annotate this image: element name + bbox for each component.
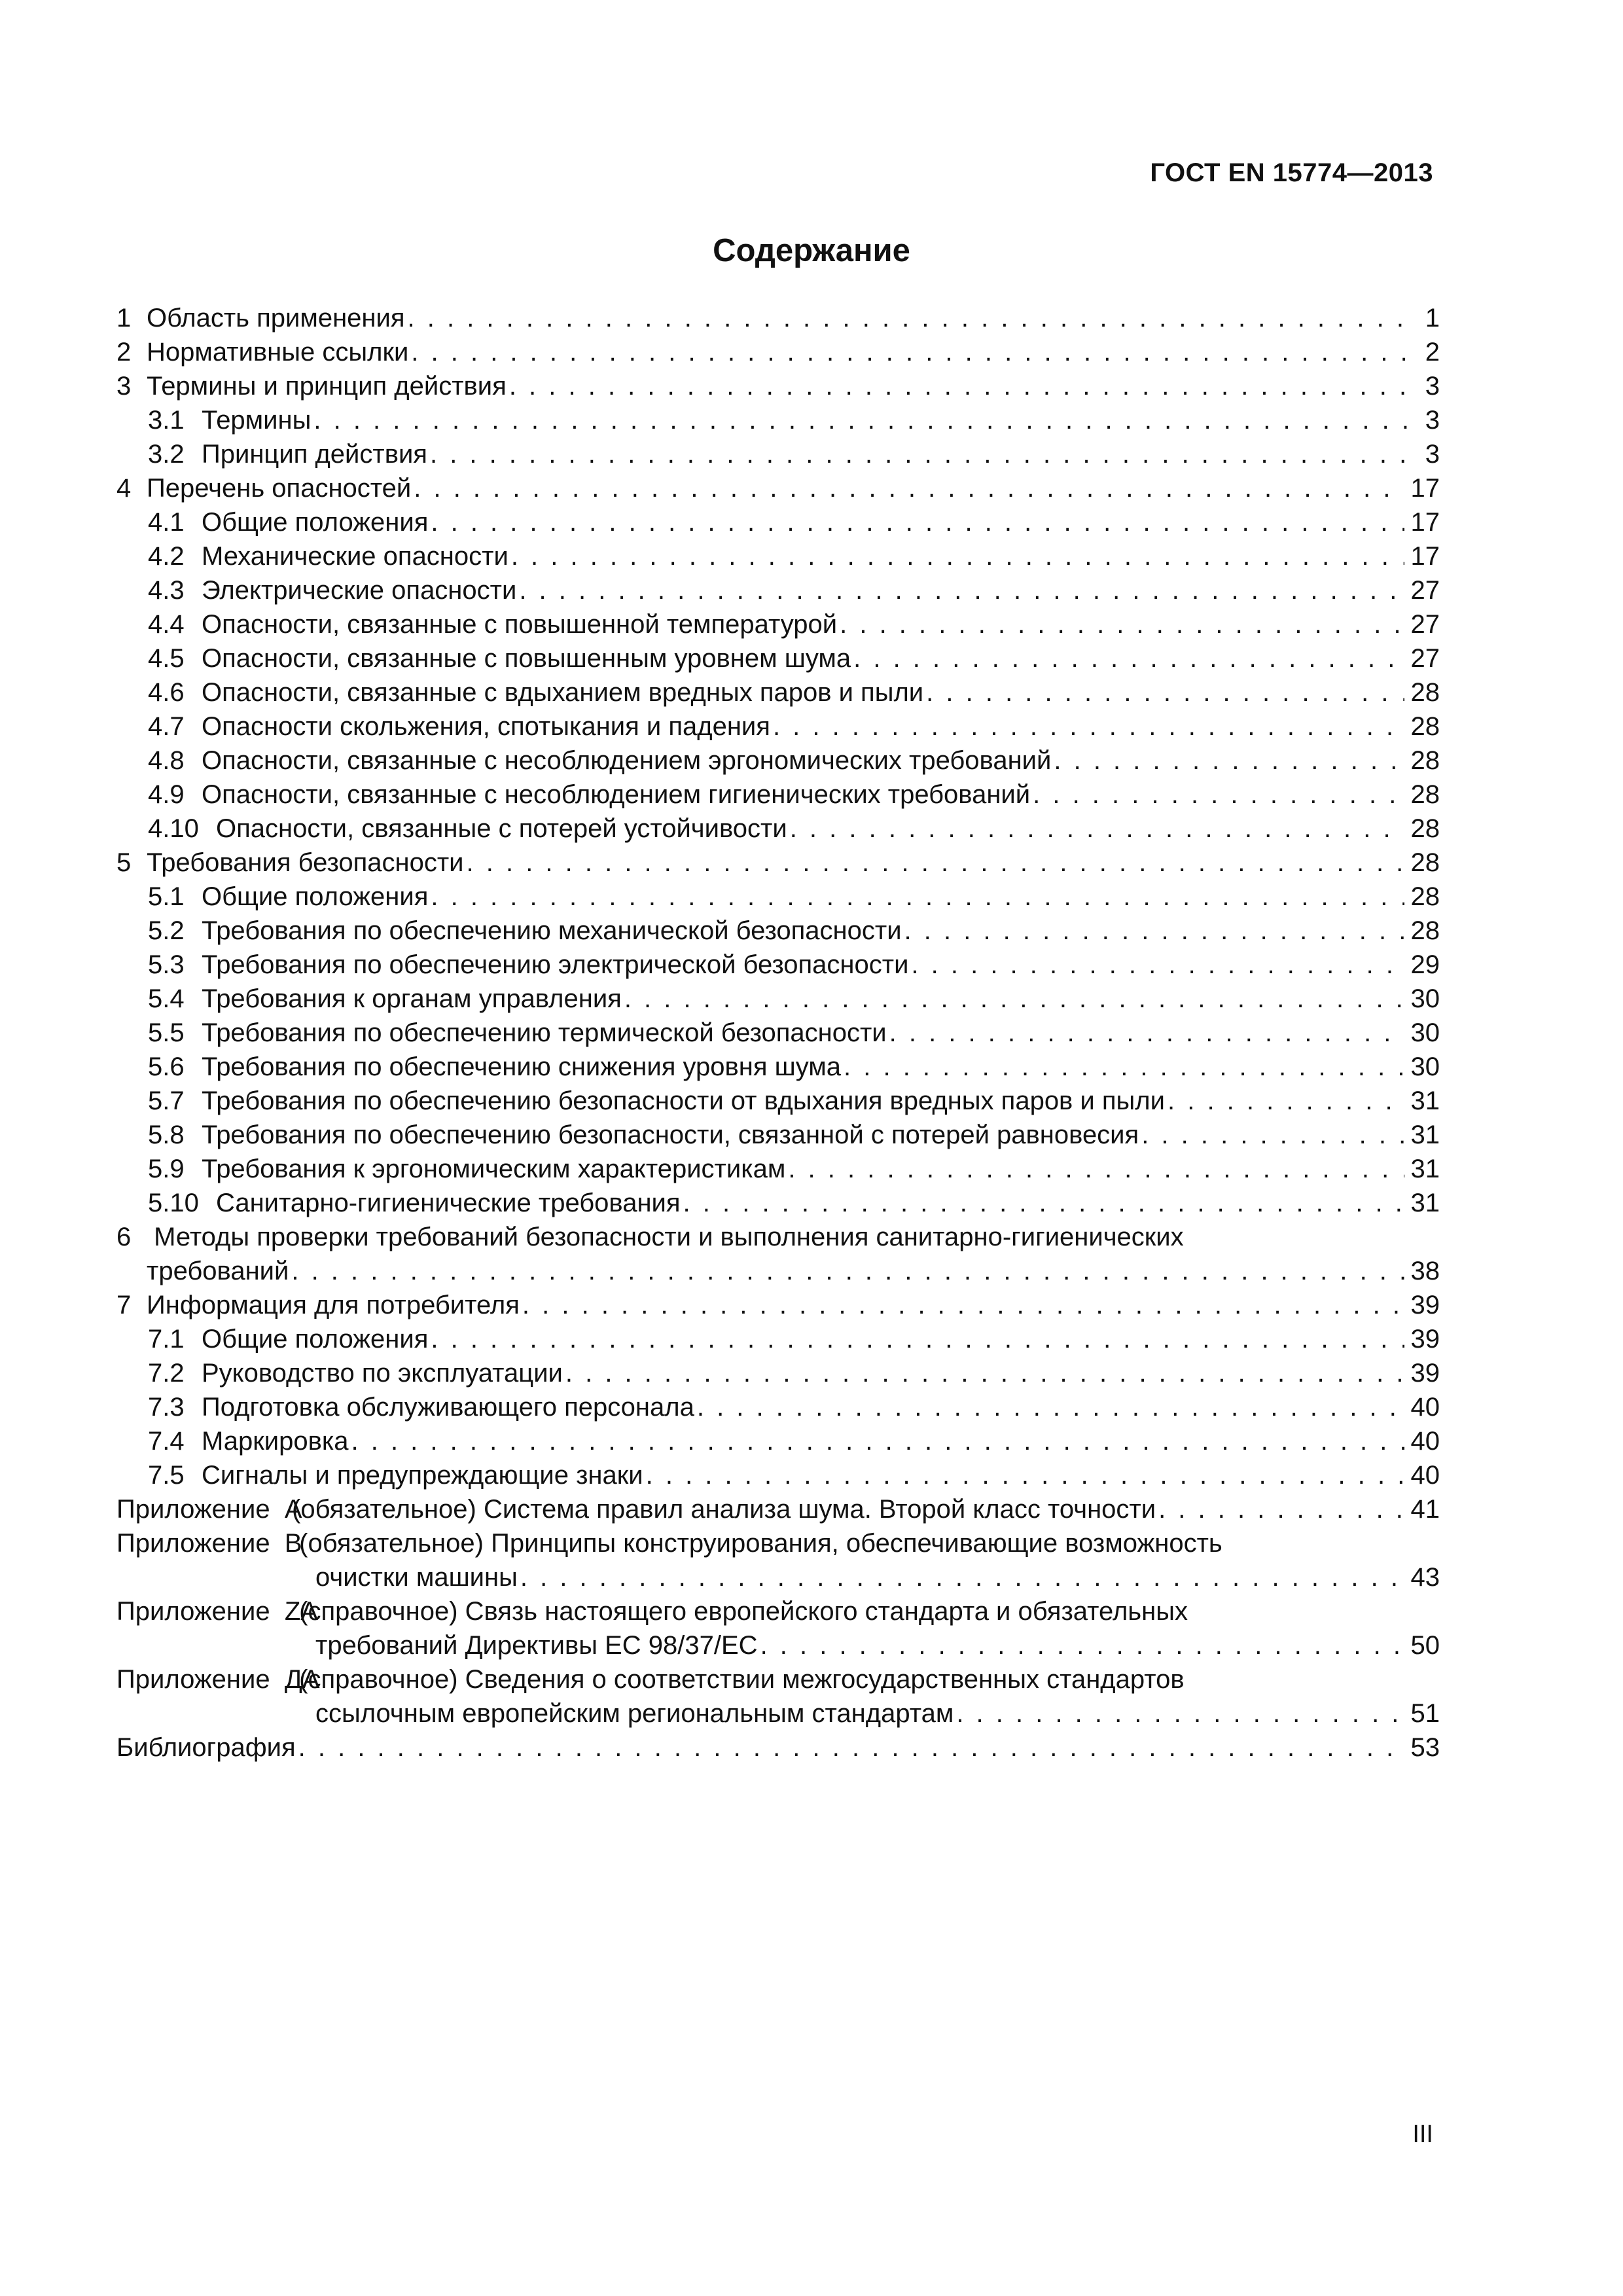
toc-subentry[interactable] bbox=[116, 880, 1440, 914]
toc-subentry[interactable] bbox=[116, 1186, 1440, 1220]
toc-entry-number: 4.6 bbox=[148, 678, 185, 707]
toc-leader bbox=[1141, 1118, 1404, 1152]
toc-leader bbox=[840, 607, 1404, 641]
toc-leader bbox=[511, 539, 1404, 573]
toc-entry-number: 4.8 bbox=[148, 746, 185, 775]
toc-entry[interactable] bbox=[116, 471, 1440, 505]
toc-subentry[interactable] bbox=[116, 607, 1440, 641]
toc-entry-number: 4.9 bbox=[148, 780, 185, 809]
toc-entry-number: 5.3 bbox=[148, 950, 185, 979]
toc-leader bbox=[683, 1186, 1404, 1220]
toc-subentry[interactable] bbox=[116, 1050, 1440, 1084]
page-title: Содержание bbox=[713, 233, 910, 268]
toc-entry-title: Термины bbox=[202, 406, 312, 435]
toc-leader bbox=[697, 1390, 1404, 1424]
toc-entry-page: 28 bbox=[1410, 916, 1440, 945]
toc-leader bbox=[1033, 778, 1404, 812]
toc-entry-page: 40 bbox=[1410, 1393, 1440, 1422]
toc-subentry[interactable] bbox=[116, 1424, 1440, 1458]
toc-entry-title: Общие положения bbox=[202, 1325, 429, 1354]
toc-leader bbox=[520, 1560, 1404, 1594]
toc-entry-title: (обязательное) Система правил анализа шума. Второй класс точности bbox=[292, 1495, 1156, 1524]
toc-entry-title: Маркировка bbox=[202, 1427, 349, 1456]
toc-subentry[interactable] bbox=[116, 1084, 1440, 1118]
toc-entry-page: 28 bbox=[1410, 746, 1440, 775]
toc-entry-page: 53 bbox=[1410, 1733, 1440, 1762]
toc-entry-number: 4.5 bbox=[148, 644, 185, 673]
toc-entry-number: 3.1 bbox=[148, 406, 185, 435]
toc-entry-number: 4.2 bbox=[148, 542, 185, 571]
toc-entry-title: Сигналы и предупреждающие знаки bbox=[202, 1461, 643, 1490]
toc-entry-title: Опасности, связанные с повышенной температурой bbox=[202, 610, 838, 639]
toc-entry-title: Механические опасности bbox=[202, 542, 508, 571]
toc-leader bbox=[1158, 1492, 1404, 1526]
toc-entry-title: Термины и принцип действия bbox=[147, 372, 507, 401]
toc-entry-number: 4 bbox=[116, 474, 132, 503]
toc-entry-title: Область применения bbox=[147, 304, 405, 332]
toc-subentry[interactable] bbox=[116, 812, 1440, 846]
toc-entry-page: 28 bbox=[1410, 712, 1440, 741]
toc-subentry[interactable] bbox=[116, 1390, 1440, 1424]
toc-subentry[interactable] bbox=[116, 744, 1440, 778]
toc-entry-page: 28 bbox=[1410, 882, 1440, 911]
toc-leader bbox=[844, 1050, 1404, 1084]
toc-leader bbox=[467, 846, 1404, 880]
toc-leader bbox=[509, 369, 1414, 403]
toc-entry-page: 27 bbox=[1410, 644, 1440, 673]
toc-leader bbox=[904, 914, 1404, 948]
toc-entry-page: 3 bbox=[1425, 406, 1440, 435]
toc-entry-title: Требования безопасности bbox=[147, 848, 464, 877]
toc-entry-page: 50 bbox=[1410, 1631, 1440, 1660]
toc-entry-number: 2 bbox=[116, 338, 132, 367]
toc-entry-title: Принцип действия bbox=[202, 440, 427, 469]
toc-entry[interactable] bbox=[116, 301, 1440, 335]
toc-entry-title: Требования по обеспечению электрической безопасности bbox=[202, 950, 909, 979]
toc-entry-page: 31 bbox=[1410, 1086, 1440, 1115]
toc-entry-title: Опасности, связанные с несоблюдением эргономических требований bbox=[202, 746, 1052, 775]
toc-leader bbox=[773, 709, 1404, 744]
toc-entry-title: Опасности, связанные с вдыханием вредных паров и пыли bbox=[202, 678, 924, 707]
toc-entry-page: 30 bbox=[1410, 1052, 1440, 1081]
toc-entry-number: 7.3 bbox=[148, 1393, 185, 1422]
toc-leader bbox=[956, 1696, 1404, 1731]
toc-subentry[interactable] bbox=[116, 1322, 1440, 1356]
toc-entry-number: 4.10 bbox=[148, 814, 199, 843]
toc-entry-page: 27 bbox=[1410, 610, 1440, 639]
toc-entry[interactable] bbox=[116, 846, 1440, 880]
toc-subentry[interactable] bbox=[116, 539, 1440, 573]
toc-leader bbox=[298, 1731, 1404, 1765]
toc-entry-page: 31 bbox=[1410, 1121, 1440, 1149]
toc-entry-title: (справочное) Связь настоящего европейского стандарта и обязательных bbox=[299, 1597, 1188, 1626]
toc-entry-number: 5.7 bbox=[148, 1086, 185, 1115]
toc-entry-title: Санитарно-гигиенические требования bbox=[216, 1189, 681, 1217]
toc-entry-number: 1 bbox=[116, 304, 132, 332]
toc-entry-number: 7 bbox=[116, 1291, 132, 1319]
toc-leader bbox=[431, 505, 1404, 539]
toc-leader bbox=[431, 880, 1404, 914]
toc-leader bbox=[760, 1628, 1404, 1662]
toc-subentry[interactable] bbox=[116, 573, 1440, 607]
toc-entry-number: 5.9 bbox=[148, 1155, 185, 1183]
toc-entry-title: Опасности скольжения, спотыкания и падения bbox=[202, 712, 770, 741]
toc-entry-number: 7.5 bbox=[148, 1461, 185, 1490]
toc-entry-title: Нормативные ссылки bbox=[147, 338, 409, 367]
toc-entry-page: 28 bbox=[1410, 678, 1440, 707]
toc-entry-number: 7.2 bbox=[148, 1359, 185, 1388]
toc-appendix-entry[interactable] bbox=[116, 1492, 1440, 1526]
toc-subentry[interactable] bbox=[116, 641, 1440, 675]
toc-entry-page: 39 bbox=[1410, 1291, 1440, 1319]
toc-bibliography-entry[interactable] bbox=[116, 1731, 1440, 1765]
toc-leader bbox=[624, 982, 1404, 1016]
toc-subentry[interactable] bbox=[116, 1152, 1440, 1186]
toc-entry-title-continuation: требований Директивы ЕС 98/37/ЕС bbox=[315, 1631, 758, 1660]
toc-entry-title: Общие положения bbox=[202, 508, 429, 537]
toc-subentry[interactable] bbox=[116, 709, 1440, 744]
toc-appendix-entry[interactable] bbox=[116, 1594, 1440, 1662]
toc-entry-number: 5 bbox=[116, 848, 132, 877]
toc-leader bbox=[911, 948, 1404, 982]
toc-appendix-label: Приложение А bbox=[116, 1495, 302, 1524]
toc-subentry[interactable] bbox=[116, 675, 1440, 709]
toc-entry-page: 28 bbox=[1410, 848, 1440, 877]
toc-entry-page: 51 bbox=[1410, 1699, 1440, 1728]
toc-entry-title: Информация для потребителя bbox=[147, 1291, 520, 1319]
toc-entry-title-continuation: очистки машины bbox=[315, 1563, 518, 1592]
toc-appendix-label: Приложение В bbox=[116, 1529, 302, 1558]
toc-leader bbox=[313, 403, 1414, 437]
toc-entry-title: Требования по обеспечению безопасности, связанной с потерей равновесия bbox=[202, 1121, 1139, 1149]
toc-leader bbox=[291, 1254, 1404, 1288]
toc-entry-page: 38 bbox=[1410, 1257, 1440, 1285]
toc-subentry[interactable] bbox=[116, 914, 1440, 948]
toc-subentry[interactable] bbox=[116, 437, 1440, 471]
toc-entry-page: 3 bbox=[1425, 440, 1440, 469]
toc-entry-page: 2 bbox=[1425, 338, 1440, 367]
toc-entry-page: 30 bbox=[1410, 1018, 1440, 1047]
toc-leader bbox=[411, 335, 1414, 369]
toc-entry-title: Подготовка обслуживающего персонала bbox=[202, 1393, 694, 1422]
toc-leader bbox=[1054, 744, 1404, 778]
toc-entry-number: 3.2 bbox=[148, 440, 185, 469]
toc-leader bbox=[522, 1288, 1404, 1322]
toc-leader bbox=[430, 437, 1414, 471]
toc-entry-title: Методы проверки требований безопасности и выполнения санитарно-гигиенических bbox=[154, 1223, 1184, 1251]
toc-entry-page: 28 bbox=[1410, 814, 1440, 843]
toc-entry-number: 7.1 bbox=[148, 1325, 185, 1354]
toc-subentry[interactable] bbox=[116, 505, 1440, 539]
toc-leader bbox=[414, 471, 1404, 505]
toc-entry-page: 28 bbox=[1410, 780, 1440, 809]
toc-entry-title: Требования по обеспечению безопасности от вдыхания вредных паров и пыли bbox=[202, 1086, 1165, 1115]
toc-leader bbox=[408, 301, 1414, 335]
toc-entry-number: 7.4 bbox=[148, 1427, 185, 1456]
toc-entry[interactable] bbox=[116, 1220, 1440, 1288]
toc-entry-number: 4.7 bbox=[148, 712, 185, 741]
toc-leader bbox=[889, 1016, 1404, 1050]
toc-leader bbox=[519, 573, 1404, 607]
toc-entry-number: 4.3 bbox=[148, 576, 185, 605]
toc-entry[interactable] bbox=[116, 335, 1440, 369]
toc-subentry[interactable] bbox=[116, 778, 1440, 812]
toc-entry-page: 30 bbox=[1410, 984, 1440, 1013]
page-number: III bbox=[1412, 2121, 1433, 2148]
toc-entry-title: Требования к органам управления bbox=[202, 984, 622, 1013]
toc-entry-page: 31 bbox=[1410, 1155, 1440, 1183]
toc-entry-title: (обязательное) Принципы конструирования, обеспечивающие возможность bbox=[299, 1529, 1222, 1558]
toc-entry-title: Перечень опасностей bbox=[147, 474, 412, 503]
toc-entry-page: 27 bbox=[1410, 576, 1440, 605]
toc-entry-number: 5.8 bbox=[148, 1121, 185, 1149]
toc-entry[interactable] bbox=[116, 369, 1440, 403]
toc-entry[interactable] bbox=[116, 1288, 1440, 1322]
toc-entry-page: 31 bbox=[1410, 1189, 1440, 1217]
toc-entry-number: 5.10 bbox=[148, 1189, 199, 1217]
toc-entry-title: Требования по обеспечению термической безопасности bbox=[202, 1018, 887, 1047]
toc-entry-title: Библиография bbox=[116, 1733, 296, 1762]
toc-leader bbox=[431, 1322, 1404, 1356]
toc-leader bbox=[788, 1152, 1404, 1186]
toc-entry-page: 1 bbox=[1425, 304, 1440, 332]
toc-entry-title: Требования к эргономическим характеристикам bbox=[202, 1155, 786, 1183]
toc-entry-title: Опасности, связанные с потерей устойчивости bbox=[216, 814, 787, 843]
toc-entry-title-continuation: требований bbox=[147, 1257, 289, 1285]
toc-entry-number: 5.4 bbox=[148, 984, 185, 1013]
toc-entry-number: 3 bbox=[116, 372, 132, 401]
toc-leader bbox=[926, 675, 1404, 709]
toc-entry-title-continuation: ссылочным европейским региональным стандартам bbox=[315, 1699, 954, 1728]
toc-leader bbox=[1168, 1084, 1404, 1118]
toc-entry-page: 17 bbox=[1410, 474, 1440, 503]
toc-subentry[interactable] bbox=[116, 1458, 1440, 1492]
toc-entry-title: Общие положения bbox=[202, 882, 429, 911]
toc-entry-number: 5.6 bbox=[148, 1052, 185, 1081]
toc-entry-number: 6 bbox=[116, 1223, 132, 1251]
toc-leader bbox=[853, 641, 1404, 675]
toc-subentry[interactable] bbox=[116, 1356, 1440, 1390]
toc-entry-number: 5.1 bbox=[148, 882, 185, 911]
toc-subentry[interactable] bbox=[116, 403, 1440, 437]
toc-entry-page: 29 bbox=[1410, 950, 1440, 979]
toc-entry-page: 41 bbox=[1410, 1495, 1440, 1524]
toc-leader bbox=[646, 1458, 1404, 1492]
toc-entry-title: Требования по обеспечению снижения уровня шума bbox=[202, 1052, 842, 1081]
toc-leader bbox=[790, 812, 1404, 846]
toc-leader bbox=[565, 1356, 1404, 1390]
toc-entry-page: 17 bbox=[1410, 508, 1440, 537]
toc-subentry[interactable] bbox=[116, 1118, 1440, 1152]
toc-entry-title: (справочное) Сведения о соответствии межгосударственных стандартов bbox=[299, 1665, 1185, 1694]
toc-appendix-entry[interactable] bbox=[116, 1526, 1440, 1594]
toc-appendix-label: Приложение ДА bbox=[116, 1665, 320, 1694]
toc-entry-page: 17 bbox=[1410, 542, 1440, 571]
toc-entry-page: 39 bbox=[1410, 1325, 1440, 1354]
toc-entry-page: 39 bbox=[1410, 1359, 1440, 1388]
toc-entry-number: 5.5 bbox=[148, 1018, 185, 1047]
toc-leader bbox=[351, 1424, 1404, 1458]
toc-entry-title: Опасности, связанные с несоблюдением гигиенических требований bbox=[202, 780, 1031, 809]
toc-entry-page: 40 bbox=[1410, 1461, 1440, 1490]
toc-subentry[interactable] bbox=[116, 982, 1440, 1016]
toc-entry-number: 4.1 bbox=[148, 508, 185, 537]
toc-subentry[interactable] bbox=[116, 948, 1440, 982]
toc-entry-page: 3 bbox=[1425, 372, 1440, 401]
toc-entry-title: Электрические опасности bbox=[202, 576, 517, 605]
table-of-contents bbox=[116, 301, 1440, 1765]
toc-entry-page: 43 bbox=[1410, 1563, 1440, 1592]
toc-entry-title: Требования по обеспечению механической безопасности bbox=[202, 916, 902, 945]
toc-appendix-label: Приложение ZA bbox=[116, 1597, 318, 1626]
toc-entry-title: Руководство по эксплуатации bbox=[202, 1359, 563, 1388]
toc-subentry[interactable] bbox=[116, 1016, 1440, 1050]
toc-appendix-entry[interactable] bbox=[116, 1662, 1440, 1731]
toc-entry-title: Опасности, связанные с повышенным уровнем шума bbox=[202, 644, 851, 673]
toc-entry-number: 5.2 bbox=[148, 916, 185, 945]
document-code: ГОСТ EN 15774—2013 bbox=[1150, 158, 1433, 187]
toc-entry-number: 4.4 bbox=[148, 610, 185, 639]
toc-entry-page: 40 bbox=[1410, 1427, 1440, 1456]
